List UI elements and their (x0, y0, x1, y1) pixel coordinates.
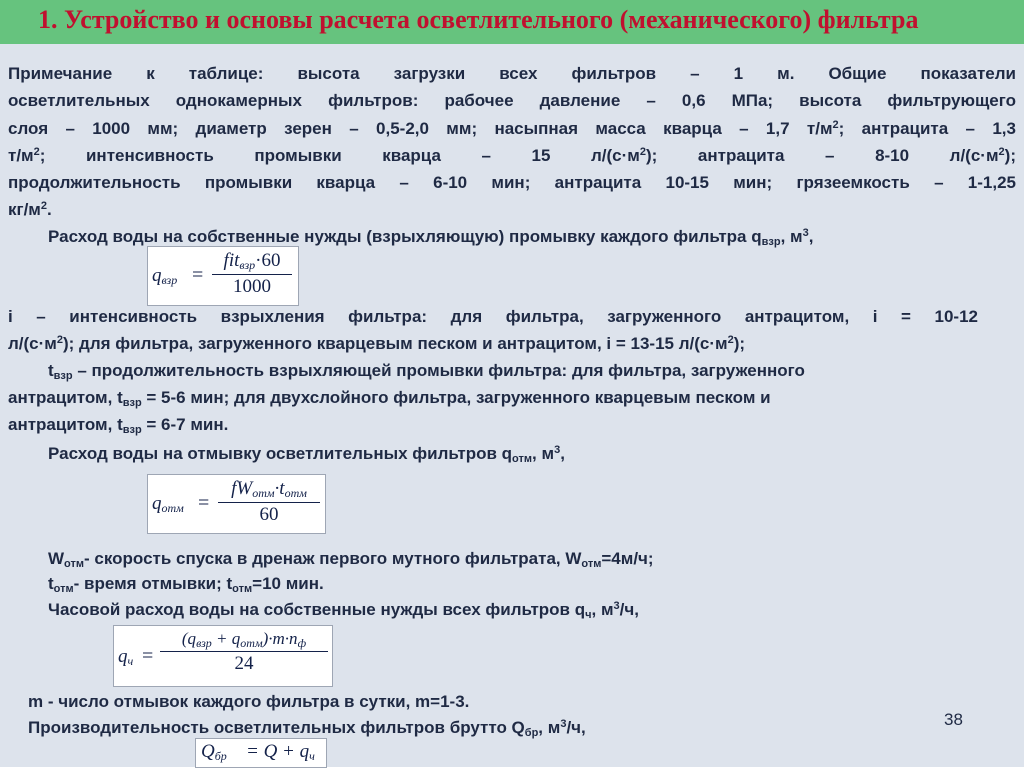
fraction-bar (212, 274, 292, 275)
hourly-consumption-text (48, 599, 639, 620)
subscript: ч (127, 654, 134, 668)
text-part: , м (780, 227, 803, 246)
formula-lhs (201, 741, 227, 763)
text-part: ); (733, 334, 746, 353)
subscript: отм (512, 453, 533, 465)
subscript: ч (585, 609, 592, 621)
superscript: 2 (639, 146, 646, 158)
text-part: - время отмывки; t (73, 574, 233, 593)
superscript: 2 (40, 200, 48, 212)
subscript: взр (196, 636, 212, 650)
text-part: , м (538, 718, 561, 737)
note-line-4-text: т/м (8, 146, 34, 165)
text-part: , м (532, 444, 555, 463)
superscript: 2 (727, 334, 734, 346)
numerator (229, 478, 309, 500)
subscript: взр (122, 397, 142, 409)
note-line-6 (8, 199, 52, 220)
subscript: отм (284, 486, 307, 500)
symbol: fW (231, 478, 253, 499)
symbol: )·m·n (262, 629, 298, 648)
subscript: отм (161, 501, 184, 515)
denominator: 60 (259, 504, 279, 525)
formula-gross (195, 738, 327, 768)
equals-sign: = (192, 264, 204, 286)
text-part: Расход воды на собственные нужды (взрыхляющую) промывку каждого фильтра q (48, 227, 762, 246)
note-line-2 (8, 90, 1016, 111)
note-line-3-rest: ; антрацита – 1,3 (838, 119, 1016, 138)
symbol: q (118, 646, 128, 667)
formula-lhs (152, 493, 184, 515)
note-line-2-text: осветлительных однокамерных фильтров: рабочее давление – 0,6 МПа; высота фильтрующего (8, 91, 1016, 110)
fraction-bar (218, 502, 320, 503)
superscript: 2 (998, 146, 1005, 158)
fraction (218, 478, 320, 526)
intensity-line-1 (8, 306, 978, 327)
symbol: fit (223, 250, 240, 271)
superscript: 3 (554, 444, 561, 456)
note-line-4-mid: ; интенсивность промывки кварца – 15 л/(с·м (39, 146, 640, 165)
text-part: , (808, 227, 814, 246)
text-part: - скорость спуска в дренаж первого мутного фильтрата, W (84, 549, 582, 568)
symbol: q (152, 493, 162, 514)
symbol: (q (181, 629, 197, 648)
text-part: , (560, 444, 565, 463)
text-part: антрацитом, t (8, 388, 123, 407)
text-part: t (48, 361, 54, 380)
equals-sign: = (142, 645, 154, 667)
text-part: =4м/ч; (601, 549, 654, 568)
subscript: отм (53, 583, 74, 595)
text-part: Расход воды на отмывку осветлительных фильтров q (48, 444, 513, 463)
text-part: , м (591, 600, 614, 619)
formula-rhs (246, 741, 315, 763)
note-line-1-text: Примечание к таблице: высота загрузки всех фильтров – 1 м. Общие показатели (8, 64, 1016, 83)
denominator: 24 (234, 653, 254, 674)
subscript: ч (309, 749, 315, 763)
superscript: 3 (802, 227, 809, 239)
text-part: = 5-6 мин; для двухслойного фильтра, загруженного кварцевым песком и (141, 388, 771, 407)
note-line-4-end: ); (1004, 146, 1016, 165)
subscript: взр (122, 424, 142, 436)
text-part: Часовой расход воды на собственные нужды всех фильтров q (48, 600, 586, 619)
equals-sign: = (198, 492, 210, 514)
note-line-5-text: продолжительность промывки кварца – 6-10 мин; антрацита 10-15 мин; грязеемкость – 1-1,25 (8, 173, 1016, 192)
symbol: ·60 (255, 250, 281, 271)
title-bar (0, 0, 1024, 44)
text-part: = 6-7 мин. (141, 415, 229, 434)
symbol: Q (201, 741, 215, 762)
formula-lhs (118, 646, 133, 668)
numerator (180, 629, 308, 649)
note-line-3 (8, 118, 1016, 139)
text-part: /ч, (619, 600, 639, 619)
fraction (212, 250, 292, 298)
subscript: ф (297, 636, 307, 650)
text-part: W (48, 549, 65, 568)
numerator (222, 250, 283, 272)
note-line-6-text: кг/м (8, 200, 41, 219)
text-part: – продолжительность взрыхляющей промывки фильтра: для фильтра, загруженного (72, 361, 805, 380)
duration-line-3 (8, 414, 228, 435)
duration-line-2 (8, 387, 771, 408)
formula-hourly (113, 625, 333, 687)
text-part: i – интенсивность взрыхления фильтра: для фильтра, загруженного антрацитом, i = 10-12 (8, 307, 978, 326)
text-part: ); для фильтра, загруженного кварцевым песком и антрацитом, i = 13-15 л/(с·м (63, 334, 728, 353)
subscript: взр (161, 273, 178, 287)
subscript: бр (214, 749, 227, 763)
text-part: Производительность осветлительных фильтров брутто Q (28, 718, 525, 737)
subscript: отм (581, 558, 602, 570)
rinse-count-text (28, 691, 469, 712)
symbol: ·t (274, 478, 285, 499)
subscript: отм (232, 583, 253, 595)
subscript: взр (53, 370, 73, 382)
text-part: антрацитом, t (8, 415, 123, 434)
note-line-5 (8, 172, 1016, 193)
text-part: л/(с·м (8, 334, 57, 353)
subscript: отм (240, 636, 263, 650)
fraction-bar (160, 651, 328, 652)
flush-consumption-text (48, 226, 813, 247)
note-line-6-end: . (47, 200, 52, 219)
intensity-line-2 (8, 333, 745, 354)
rinse-time-text (48, 573, 324, 594)
subscript: бр (524, 727, 539, 739)
superscript: 2 (832, 119, 839, 131)
formula-rinse (147, 474, 326, 534)
symbol: + q (211, 629, 241, 648)
text-part: /ч, (566, 718, 586, 737)
note-line-4-mid2: ); антрацита – 8-10 л/(с·м (646, 146, 999, 165)
fraction (160, 629, 328, 675)
denominator: 1000 (233, 276, 271, 297)
superscript: 2 (33, 146, 40, 158)
superscript: 3 (613, 600, 620, 612)
note-line-3-text: слоя – 1000 мм; диаметр зерен – 0,5-2,0 мм; насыпная масса кварца – 1,7 т/м (8, 119, 833, 138)
note-line-4 (8, 145, 1016, 166)
subscript: отм (252, 486, 275, 500)
formula-flush (147, 246, 299, 306)
subscript: взр (239, 258, 256, 272)
text-part: =10 мин. (252, 574, 324, 593)
drain-speed-text (48, 548, 654, 569)
superscript: 2 (56, 334, 63, 346)
rinse-consumption-text (48, 443, 565, 464)
text-part: m - число отмывок каждого фильтра в сутки, m=1-3. (28, 692, 470, 711)
symbol: = Q + q (246, 741, 310, 762)
subscript: отм (64, 558, 85, 570)
note-line-1 (8, 63, 1016, 84)
subscript: взр (761, 236, 781, 248)
formula-lhs (152, 265, 177, 287)
gross-productivity-text (28, 717, 586, 738)
symbol: q (152, 265, 162, 286)
duration-line-1 (48, 360, 805, 381)
text-part: t (48, 574, 54, 593)
slide-title: 1. Устройство и основы расчета осветлительного (механического) фильтра (38, 5, 919, 34)
superscript: 3 (560, 718, 567, 730)
page-number: 38 (944, 710, 963, 729)
